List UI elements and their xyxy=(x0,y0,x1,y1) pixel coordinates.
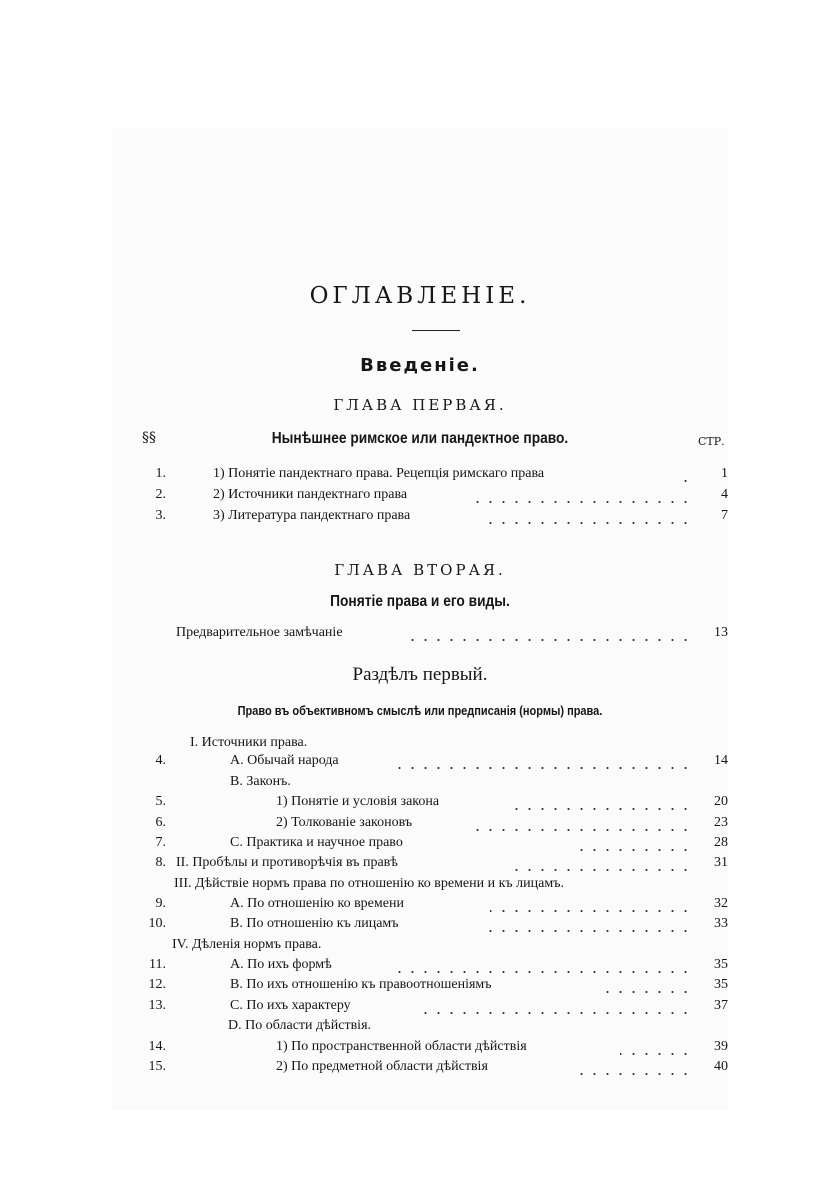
page-number: 28 xyxy=(714,835,728,850)
outline-heading-divisions: IV. Дѣленія нормъ права. xyxy=(172,937,322,952)
entry-text: 2) Толкованіе законовъ xyxy=(276,815,416,831)
page-number: 33 xyxy=(714,916,728,931)
outline-heading-sources: I. Источники права. xyxy=(190,735,308,750)
outline-heading-area: D. По области дѣйствія. xyxy=(228,1018,372,1033)
entry-text: Предварительное замѣчаніе xyxy=(176,625,347,641)
dot-leader xyxy=(680,480,692,482)
entry-text: 3) Литература пандектнаго права xyxy=(213,508,414,524)
dot-leader xyxy=(570,1073,692,1075)
section-number: 14. xyxy=(148,1039,166,1054)
toc-row xyxy=(130,977,730,997)
section-number: 2. xyxy=(155,487,166,502)
dot-leader xyxy=(415,1012,692,1014)
toc-row xyxy=(130,835,730,855)
section-number: 1. xyxy=(155,466,166,481)
toc-row xyxy=(130,466,730,486)
toc-row xyxy=(130,916,730,936)
section-number: 5. xyxy=(155,794,166,809)
dot-leader xyxy=(480,930,692,932)
toc-row xyxy=(130,487,730,507)
section-number: 9. xyxy=(155,896,166,911)
page-number: 23 xyxy=(714,815,728,830)
toc-row xyxy=(130,794,730,814)
section-number: 7. xyxy=(155,835,166,850)
toc-row xyxy=(130,998,730,1018)
dot-leader xyxy=(600,991,692,993)
chapter-two-label: ГЛАВА ВТОРАЯ. xyxy=(334,561,506,579)
dot-leader xyxy=(510,808,692,810)
dot-leader xyxy=(620,1053,692,1055)
section-number: 15. xyxy=(148,1059,166,1074)
entry-text: С. По ихъ характеру xyxy=(230,998,355,1014)
section-number: 11. xyxy=(149,957,166,972)
page-number: 39 xyxy=(714,1039,728,1054)
dot-leader xyxy=(485,522,692,524)
entry-text: В. По отношенію къ лицамъ xyxy=(230,916,403,932)
section-subtitle: Право въ объективномъ смыслѣ или предписанія (нормы) права. xyxy=(237,704,603,718)
dot-leader xyxy=(408,639,692,641)
page-number: 40 xyxy=(714,1059,728,1074)
page-number: 37 xyxy=(714,998,728,1013)
entry-text: В. По ихъ отношенію къ правоотношеніямъ xyxy=(230,977,496,993)
section-number: 10. xyxy=(148,916,166,931)
section-number: 6. xyxy=(155,815,166,830)
entry-text: 1) Понятіе и условія закона xyxy=(276,794,443,810)
toc-row xyxy=(130,1039,730,1059)
page-number: 14 xyxy=(714,753,728,768)
entry-text: II. Пробѣлы и противорѣчія въ правѣ xyxy=(176,855,402,871)
dot-leader xyxy=(505,869,692,871)
entry-text: 1) Понятіе пандектнаго права. Рецепція римскаго права xyxy=(213,466,548,482)
toc-row xyxy=(130,625,730,645)
toc-row xyxy=(130,508,730,528)
page-title: ОГЛАВЛЕНІЕ. xyxy=(309,283,531,309)
dot-leader xyxy=(570,849,692,851)
page-number: 7 xyxy=(721,508,728,523)
toc-row xyxy=(130,957,730,977)
introduction-heading: Введеніе. xyxy=(360,355,480,376)
page-number: 35 xyxy=(714,957,728,972)
dot-leader xyxy=(475,829,692,831)
paragraph-sign: §§ xyxy=(142,430,156,446)
outline-heading-law: В. Законъ. xyxy=(230,774,291,789)
chapter-two-heading: Понятіе права и его виды. xyxy=(330,593,510,610)
page-column-label: СТР. xyxy=(698,435,725,448)
section-title: Раздѣлъ первый. xyxy=(352,664,488,685)
chapter-one-label: ГЛАВА ПЕРВАЯ. xyxy=(333,396,507,414)
entry-text: А. По отношенію ко времени xyxy=(230,896,408,912)
outline-heading-action: III. Дѣйствіе нормъ права по отношенію ко времени и къ лицамъ. xyxy=(174,876,564,891)
entry-text: А. По ихъ формѣ xyxy=(230,957,336,973)
dot-leader xyxy=(390,971,692,973)
toc-row xyxy=(130,753,730,773)
toc-row xyxy=(130,1059,730,1079)
section-number: 12. xyxy=(148,977,166,992)
dot-leader xyxy=(390,767,692,769)
section-number: 13. xyxy=(148,998,166,1013)
toc-row xyxy=(130,855,730,875)
page-number: 1 xyxy=(721,466,728,481)
title-divider xyxy=(412,330,460,331)
chapter-one-heading: Нынѣшнее римское или пандектное право. xyxy=(271,430,569,447)
entry-text: А. Обычай народа xyxy=(230,753,343,769)
section-number: 4. xyxy=(155,753,166,768)
page-number: 32 xyxy=(714,896,728,911)
section-number: 3. xyxy=(155,508,166,523)
entry-text: С. Практика и научное право xyxy=(230,835,407,851)
entry-text: 2) По предметной области дѣйствія xyxy=(276,1059,492,1075)
page-number: 20 xyxy=(714,794,728,809)
dot-leader xyxy=(490,910,692,912)
page-number: 31 xyxy=(714,855,728,870)
page-number: 4 xyxy=(721,487,728,502)
toc-row xyxy=(130,896,730,916)
toc-row xyxy=(130,815,730,835)
page-number: 13 xyxy=(714,625,728,640)
entry-text: 2) Источники пандектнаго права xyxy=(213,487,411,503)
page-number: 35 xyxy=(714,977,728,992)
section-number: 8. xyxy=(155,855,166,870)
dot-leader xyxy=(470,501,692,503)
entry-text: 1) По пространственной области дѣйствія xyxy=(276,1039,531,1055)
